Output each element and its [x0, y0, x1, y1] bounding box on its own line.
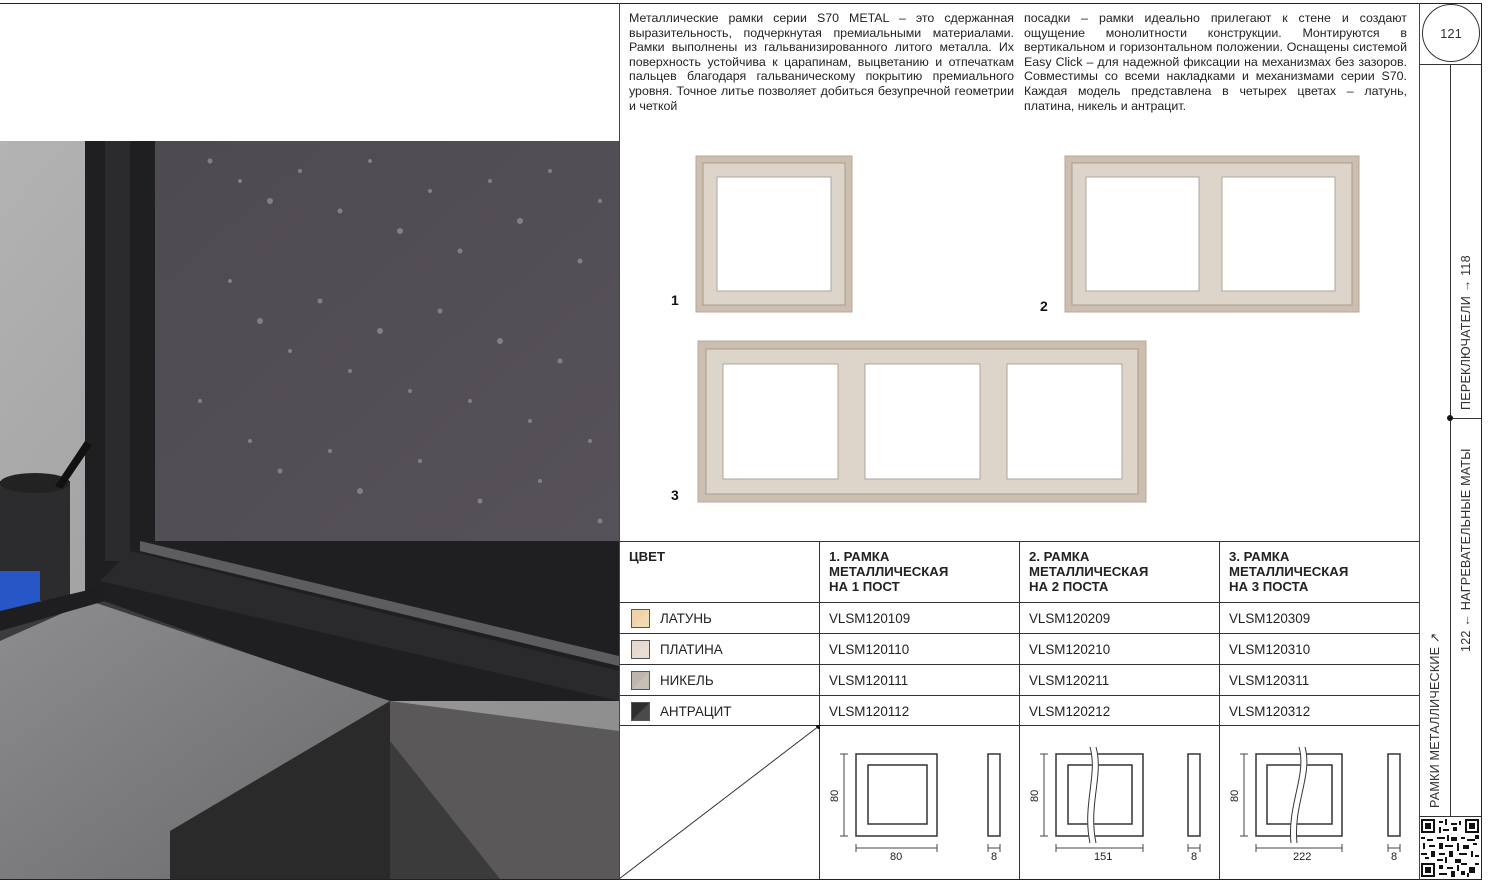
color-swatch — [631, 671, 650, 690]
article-code: VLSM120210 — [1029, 642, 1111, 657]
article-code: VLSM120311 — [1229, 673, 1310, 688]
header-frame-3: 3. РАМКА МЕТАЛЛИЧЕСКАЯ НА 3 ПОСТА — [1229, 549, 1349, 594]
dim-2-width: 151 — [1094, 851, 1113, 863]
dim-2-height: 80 — [1029, 789, 1041, 802]
table-col-line-2 — [1019, 541, 1020, 879]
color-name: НИКЕЛЬ — [660, 673, 714, 688]
article-code: VLSM120312 — [1229, 704, 1311, 719]
article-code: VLSM120112 — [829, 704, 910, 719]
frame-1-post-image — [695, 155, 853, 313]
dim-1-height: 80 — [829, 789, 841, 802]
color-name: ПЛАТИНА — [660, 642, 723, 657]
intro-paragraph-2: посадки – рамки идеально прилегают к стене и создают ощущение монолитности конструкции. Монтируются в вертикальном и горизонтальном положении. Оснащены системой Easy Click – для надежной фиксации на механизмах без зазоров. Совместимы со всеми накладками и механизмами серии S70. Каждая модель представлена в четырех цветах – латунь, платина, никель и антрацит. — [1024, 11, 1407, 113]
frame-2-post-image — [1064, 155, 1360, 313]
article-code: VLSM120209 — [1029, 611, 1111, 626]
article-code: VLSM120109 — [829, 611, 911, 626]
intro-paragraph-1: Металлические рамки серии S70 METAL – это сдержанная выразительность, подчеркнутая премиальными материалами. Рамки выполнены из гальванизированного литого металла. Их поверхность устойчива к царапинам, выцветанию и отпечаткам пальцев благодаря гальваническому покрытию премиального уровня. Точное литье позволяет добиться безупречной геометрии и четкой — [629, 11, 1014, 113]
article-code: VLSM120111 — [829, 673, 909, 688]
header-frame-2: 2. РАМКА МЕТАЛЛИЧЕСКАЯ НА 2 ПОСТА — [1029, 549, 1149, 594]
right-edge — [1481, 3, 1482, 880]
frame-3-post-image — [697, 340, 1147, 503]
color-swatch — [631, 640, 650, 659]
product-label-1: 1 — [671, 292, 679, 308]
dim-3-depth: 8 — [1391, 851, 1398, 863]
dim-2-depth: 8 — [1191, 851, 1198, 863]
dim-3-height: 80 — [1229, 789, 1241, 802]
bathroom-window-photo — [0, 141, 619, 879]
color-name: АНТРАЦИТ — [660, 704, 732, 719]
dimension-drawing-2 — [1035, 745, 1210, 845]
color-swatch — [631, 702, 650, 721]
article-code: VLSM120110 — [829, 642, 910, 657]
intro-text-col2 — [1024, 11, 1407, 113]
intro-text-col1 — [629, 11, 1014, 113]
dim-3-width: 222 — [1293, 851, 1312, 863]
prev-section-link[interactable]: 122 ← НАГРЕВАТЕЛЬНЫЕ МАТЫ — [1459, 448, 1473, 652]
sidebar-left-edge — [1419, 3, 1420, 880]
sidebar-nav-dot — [1447, 415, 1453, 421]
dim-1-width: 80 — [890, 851, 903, 863]
header-frame-1: 1. РАМКА МЕТАЛЛИЧЕСКАЯ НА 1 ПОСТ — [829, 549, 949, 594]
header-color: ЦВЕТ — [629, 549, 666, 564]
dim-1-depth: 8 — [991, 851, 998, 863]
empty-cell-diagonal — [619, 725, 820, 880]
color-swatch — [631, 609, 650, 628]
sidebar-nav-divider — [1450, 418, 1481, 419]
article-code: VLSM120309 — [1229, 611, 1311, 626]
width-dim-lines — [820, 840, 1420, 860]
current-section-label: РАМКИ МЕТАЛЛИЧЕСКИЕ ↗ — [1428, 632, 1442, 808]
qr-code-icon[interactable] — [1421, 819, 1479, 877]
article-code: VLSM120211 — [1029, 673, 1110, 688]
article-code: VLSM120212 — [1029, 704, 1111, 719]
table-col-line-3 — [1219, 541, 1220, 879]
dimension-drawing-1 — [835, 745, 1010, 845]
product-label-3: 3 — [671, 487, 679, 503]
top-border — [0, 3, 1482, 4]
sidebar-mid-line — [1450, 64, 1451, 816]
next-section-link[interactable]: ПЕРЕКЛЮЧАТЕЛИ → 118 — [1459, 255, 1473, 410]
article-code: VLSM120310 — [1229, 642, 1311, 657]
page-number-badge: 121 — [1422, 4, 1480, 62]
dimension-drawing-3 — [1235, 745, 1410, 845]
sidebar-qr-line — [1419, 816, 1481, 817]
product-label-2: 2 — [1040, 298, 1048, 314]
color-name: ЛАТУНЬ — [660, 611, 712, 626]
